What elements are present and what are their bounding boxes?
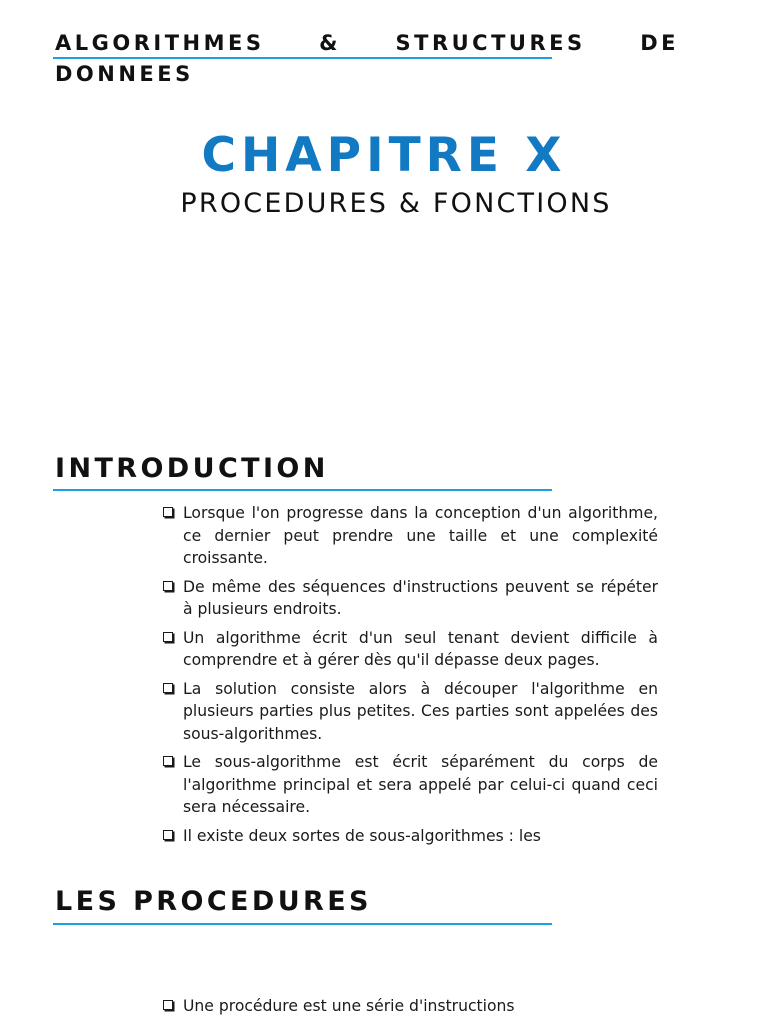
- bullet-item: [162, 995, 636, 1018]
- course-title: ALGORITHMES & STRUCTURES DE DONNEES: [55, 31, 679, 86]
- bullet-item: [162, 502, 658, 570]
- section-title-underline: [53, 489, 552, 491]
- chapter-title: CHAPITRE X: [201, 128, 567, 183]
- checkbox-bullet-icon: [163, 581, 173, 591]
- bullet-item: [162, 678, 658, 746]
- checkbox-bullet-icon: [163, 830, 173, 840]
- title-slide: [0, 0, 768, 440]
- bullet-text: La solution consiste alors à découper l'algorithme en plusieurs parties plus petites. Ces parties sont appelées des sous-algorithmes.: [183, 679, 658, 743]
- bullet-list: [162, 995, 636, 1024]
- checkbox-bullet-icon: [163, 1000, 173, 1010]
- bullet-item: [162, 576, 658, 621]
- bullet-item: [162, 751, 658, 819]
- bullet-text: Un algorithme écrit d'un seul tenant devient difficile à comprendre et à gérer dès qu'il dépasse deux pages.: [183, 628, 658, 669]
- checkbox-bullet-icon: [163, 632, 173, 642]
- bullet-list: [162, 502, 658, 853]
- checkbox-bullet-icon: [163, 507, 173, 517]
- section-title: LES PROCEDURES: [55, 886, 372, 917]
- section-title: INTRODUCTION: [55, 453, 329, 484]
- procedures-slide: [0, 872, 768, 1024]
- bullet-item: [162, 825, 658, 848]
- chapter-subtitle: PROCEDURES & FONCTIONS: [180, 188, 612, 219]
- section-title-underline: [53, 923, 552, 925]
- bullet-item: [162, 627, 658, 672]
- bullet-text: Lorsque l'on progresse dans la conception d'un algorithme, ce dernier peut prendre une taille et une complexité croissante.: [183, 504, 658, 567]
- bullet-text: Une procédure est une série d'instructions: [183, 997, 515, 1015]
- bullet-text: De même des séquences d'instructions peuvent se répéter à plusieurs endroits.: [183, 577, 658, 618]
- bullet-text: Le sous-algorithme est écrit séparément du corps de l'algorithme principal et sera appelé par celui-ci quand ceci sera nécessaire.: [183, 753, 658, 816]
- checkbox-bullet-icon: [163, 683, 173, 693]
- bullet-text: Il existe deux sortes de sous-algorithmes : les: [183, 826, 541, 845]
- introduction-slide: [0, 440, 768, 872]
- course-title-underline: [53, 57, 552, 59]
- checkbox-bullet-icon: [163, 756, 173, 766]
